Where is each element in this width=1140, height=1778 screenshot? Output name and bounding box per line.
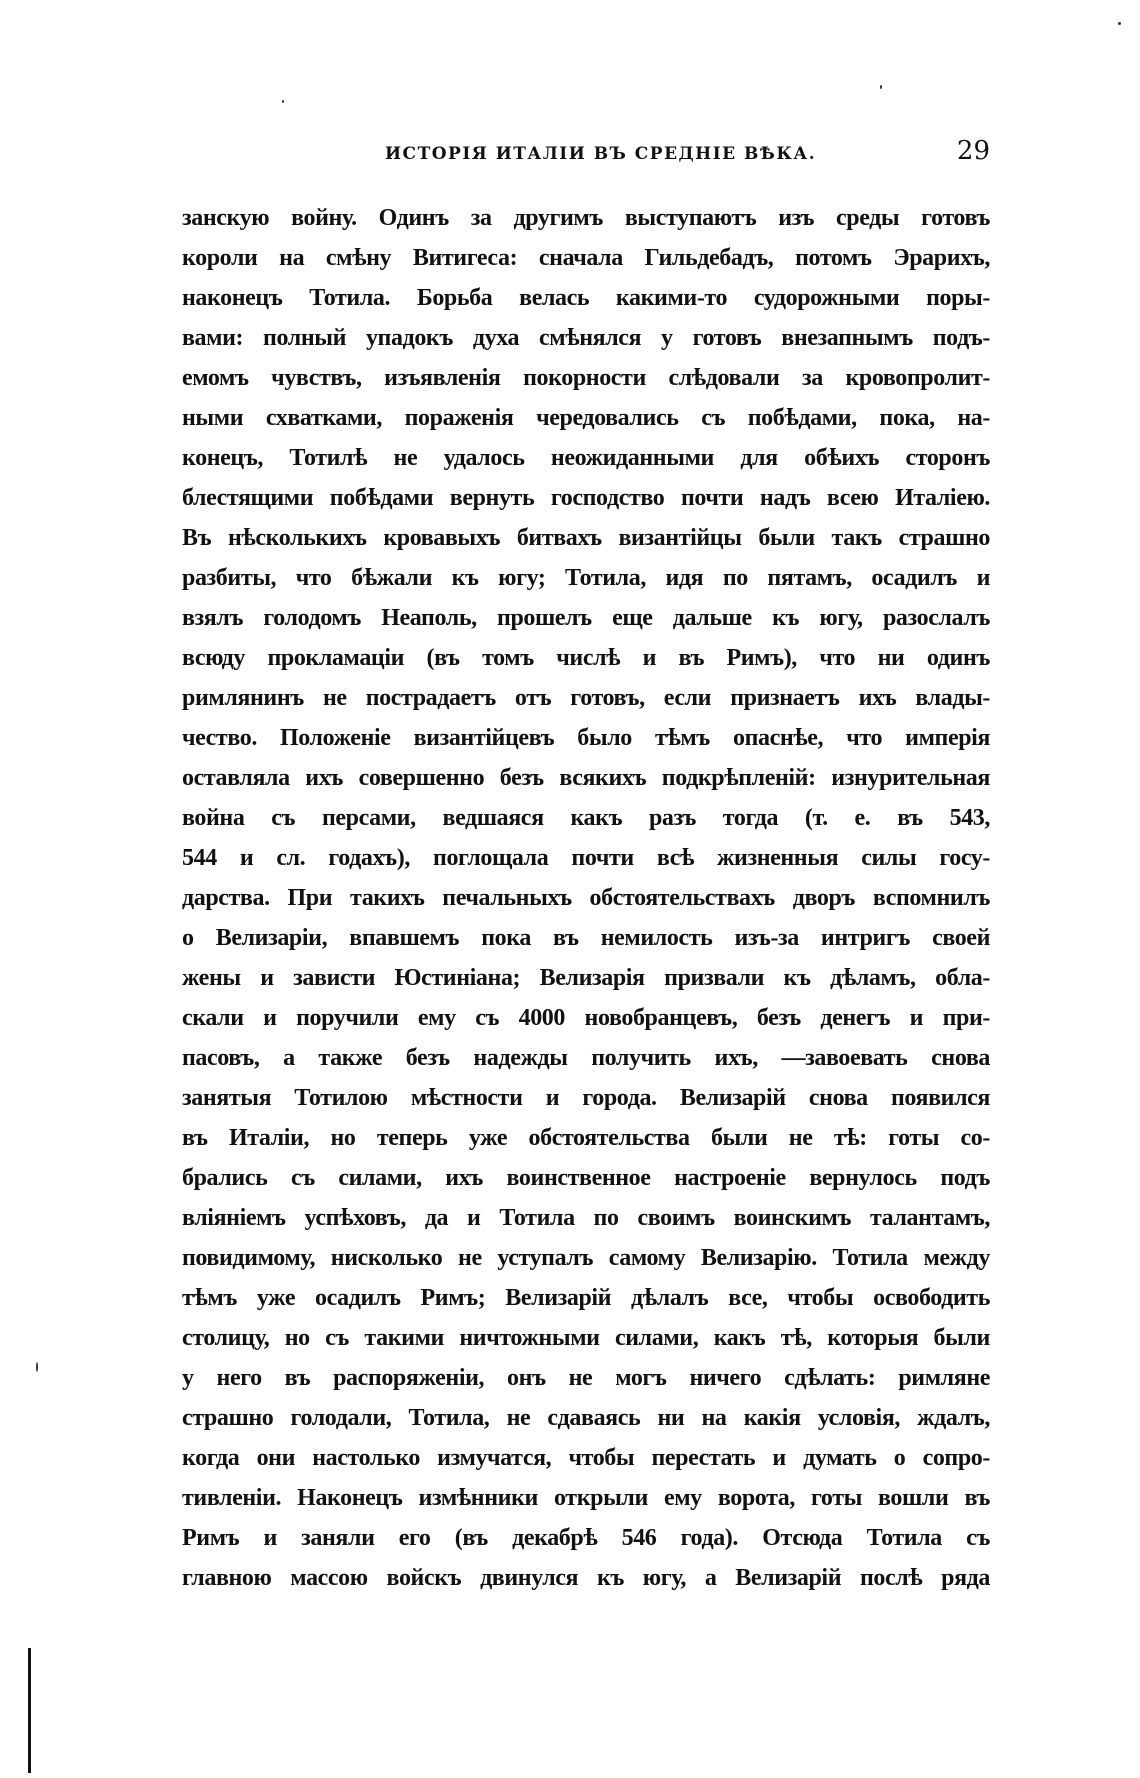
text-line: столицу, но съ такими ничтожными силами, какъ тѣ, которыя были [182, 1325, 990, 1351]
page-header [180, 136, 990, 180]
scan-speck [1118, 22, 1121, 25]
text-line: короли на смѣну Витигеса: сначала Гильдебадъ, потомъ Эрарихъ, [182, 245, 990, 271]
text-line: взялъ голодомъ Неаполь, прошелъ еще дальше къ югу, разослалъ [182, 605, 990, 631]
text-line: наконецъ Тотила. Борьба велась какими-то судорожными поры- [182, 285, 990, 311]
text-line: въ Италіи, но теперь уже обстоятельства были не тѣ: готы со- [182, 1125, 990, 1151]
text-line: блестящими побѣдами вернуть господство почти надъ всею Италіею. [182, 485, 990, 511]
body-text [182, 198, 990, 1598]
page-number: 29 [956, 136, 990, 166]
text-line: у него въ распоряженіи, онъ не могъ ничего сдѣлать: римляне [182, 1365, 990, 1391]
text-line: скали и поручили ему съ 4000 новобранцевъ, безъ денегъ и при- [182, 1005, 990, 1031]
scan-speck [282, 100, 284, 103]
text-line: чество. Положеніе византійцевъ было тѣмъ опаснѣе, что имперія [182, 725, 990, 751]
scan-speck [880, 85, 882, 89]
text-line: жены и зависти Юстиніана; Велизарія призвали къ дѣламъ, обла- [182, 965, 990, 991]
text-line: главною массою войскъ двинулся къ югу, а Велизарій послѣ ряда [182, 1565, 990, 1591]
running-title: ИСТОРІЯ ИТАЛІИ ВЪ СРЕДНІЕ ВѢКА. [385, 144, 817, 164]
text-line: занскую войну. Одинъ за другимъ выступаютъ изъ среды готовъ [182, 205, 990, 231]
text-line: разбиты, что бѣжали къ югу; Тотила, идя по пятамъ, осадилъ и [182, 565, 990, 591]
text-line: римлянинъ не пострадаетъ отъ готовъ, если признаетъ ихъ влады- [182, 685, 990, 711]
text-line: занятыя Тотилою мѣстности и города. Велизарій снова появился [182, 1085, 990, 1111]
text-line: Римъ и заняли его (въ декабрѣ 546 года). Отсюда Тотила съ [182, 1525, 990, 1551]
scan-speck [36, 1362, 38, 1372]
text-line: вліяніемъ успѣховъ, да и Тотила по своимъ воинскимъ талантамъ, [182, 1205, 990, 1231]
text-line: оставляла ихъ совершенно безъ всякихъ подкрѣпленій: изнурительная [182, 765, 990, 791]
text-line: страшно голодали, Тотила, не сдаваясь ни на какія условія, ждалъ, [182, 1405, 990, 1431]
text-line: ными схватками, пораженія чередовались съ побѣдами, пока, на- [182, 405, 990, 431]
text-line: емомъ чувствъ, изъявленія покорности слѣдовали за кровопролит- [182, 365, 990, 391]
text-line: повидимому, нисколько не уступалъ самому Велизарію. Тотила между [182, 1245, 990, 1271]
text-line: 544 и сл. годахъ), поглощала почти всѣ жизненныя силы госу- [182, 845, 990, 871]
text-line: пасовъ, а также безъ надежды получить ихъ, —завоевать снова [182, 1045, 990, 1071]
text-line: брались съ силами, ихъ воинственное настроеніе вернулось подъ [182, 1165, 990, 1191]
text-line: всюду прокламаціи (въ томъ числѣ и въ Римъ), что ни одинъ [182, 645, 990, 671]
text-line: тивленіи. Наконецъ измѣнники открыли ему ворота, готы вошли въ [182, 1485, 990, 1511]
text-line: когда они настолько измучатся, чтобы перестать и думать о сопро- [182, 1445, 990, 1471]
text-line: дарства. При такихъ печальныхъ обстоятельствахъ дворъ вспомнилъ [182, 885, 990, 911]
text-line: тѣмъ уже осадилъ Римъ; Велизарій дѣлалъ все, чтобы освободить [182, 1285, 990, 1311]
text-line: конецъ, Тотилѣ не удалось неожиданными для обѣихъ сторонъ [182, 445, 990, 471]
margin-rule [28, 1648, 31, 1773]
text-line: вами: полный упадокъ духа смѣнялся у готовъ внезапнымъ подъ- [182, 325, 990, 351]
text-line: война съ персами, ведшаяся какъ разъ тогда (т. е. въ 543, [182, 805, 990, 831]
text-line: о Велизаріи, впавшемъ пока въ немилость изъ-за интригъ своей [182, 925, 990, 951]
text-line: Въ нѣсколькихъ кровавыхъ битвахъ византійцы были такъ страшно [182, 525, 990, 551]
